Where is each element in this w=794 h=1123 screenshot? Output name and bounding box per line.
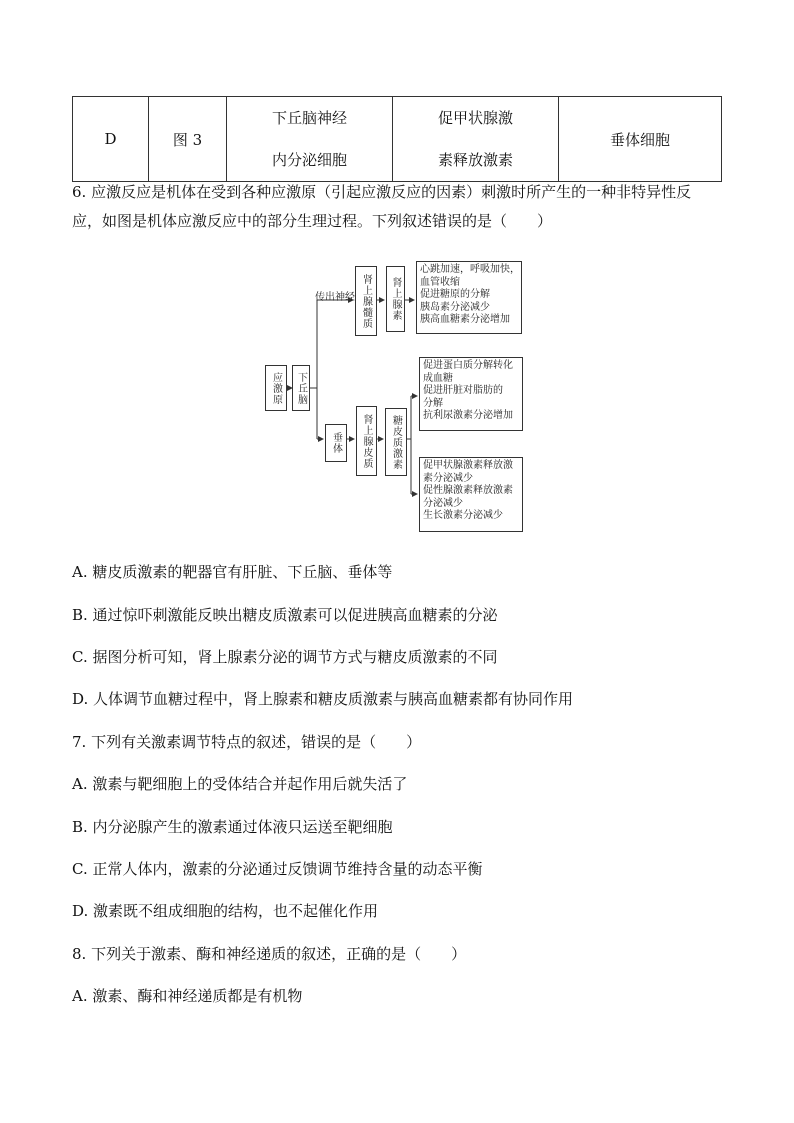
table-row: [73, 97, 722, 182]
effect-item: 促进肝脏对脂肪的: [423, 385, 503, 396]
q8-option-a: A. 激素、酶和神经递质都是有机物: [72, 987, 303, 1005]
q7-option-a: A. 激素与靶细胞上的受体结合并起作用后就失活了: [72, 775, 408, 793]
hypothalamus-box: 下丘脑: [292, 365, 310, 411]
cell-text: 促甲状腺激: [437, 109, 513, 127]
adrenal-medulla-box: 肾上腺髓质: [355, 266, 377, 336]
glucocorticoid-box: 糖皮质激素: [385, 408, 407, 476]
cell-text: 下丘脑神经: [271, 109, 347, 127]
adrenal-cortex-box: 肾上腺皮质: [356, 406, 377, 476]
cell-signal: [393, 97, 559, 182]
q7-option-b: B. 内分泌腺产生的激素通过体液只运送至靶细胞: [72, 818, 393, 836]
effect-item: 成血糖: [423, 372, 453, 384]
stress-response-diagram: [255, 258, 535, 534]
cell-target: 垂体细胞: [559, 97, 722, 182]
effect-item: 心跳加速，呼吸加快，: [420, 264, 520, 275]
cell-source: [227, 97, 393, 182]
adrenaline-box: 肾上腺素: [386, 266, 405, 332]
cell-text: 内分泌细胞: [271, 151, 347, 169]
effect-item: 抗利尿激素分泌增加: [423, 410, 513, 421]
effect-item: 促进糖原的分解: [420, 289, 490, 300]
q7-option-d: D. 激素既不组成细胞的结构，也不起催化作用: [72, 902, 379, 920]
figure-cell: 图 3: [149, 97, 227, 182]
effect-item: 血管收缩: [420, 276, 460, 288]
stressor-box: 应激原: [265, 365, 287, 411]
effect-item: 素分泌减少: [423, 472, 473, 484]
effect-item: 促甲状腺激素释放激: [423, 460, 513, 471]
effect-item: 生长激素分泌减少: [423, 510, 503, 521]
effects-mid-box: [419, 357, 523, 431]
option-cell: D: [73, 97, 149, 182]
question-8-stem: 8. 下列关于激素、酶和神经递质的叙述，正确的是（ ）: [72, 945, 467, 963]
nerve-label: 传出神经: [315, 292, 355, 303]
q6-option-c: C. 据图分析可知，肾上腺素分泌的调节方式与糖皮质激素的不同: [72, 648, 498, 666]
effect-item: 胰高血糖素分泌增加: [420, 314, 510, 325]
effects-bottom-box: [419, 457, 523, 532]
effect-item: 促性腺激素释放激素: [423, 485, 513, 496]
effects-top-box: [416, 261, 522, 334]
cell-text: 素释放激素: [437, 151, 513, 169]
q6-option-a: A. 糖皮质激素的靶器官有肝脏、下丘脑、垂体等: [72, 563, 393, 581]
pituitary-box: 垂体: [325, 424, 347, 462]
effect-item: 促进蛋白质分解转化: [423, 360, 513, 371]
question-text: 应，如图是机体应激反应中的部分生理过程。下列叙述错误的是（ ）: [72, 212, 553, 230]
question-7-stem: 7. 下列有关激素调节特点的叙述，错误的是（ ）: [72, 733, 422, 751]
effect-item: 分解: [423, 397, 443, 409]
question-text: 6. 应激反应是机体在受到各种应激原（引起应激反应的因素）刺激时所产生的一种非特异性反: [72, 183, 692, 201]
effect-item: 分泌减少: [423, 497, 463, 509]
q6-option-b: B. 通过惊吓刺激能反映出糖皮质激素可以促进胰高血糖素的分泌: [72, 606, 498, 624]
effect-item: 胰岛素分泌减少: [420, 301, 490, 313]
q7-option-c: C. 正常人体内，激素的分泌通过反馈调节维持含量的动态平衡: [72, 860, 483, 878]
question-6-stem: [72, 178, 724, 236]
q6-option-d: D. 人体调节血糖过程中，肾上腺素和糖皮质激素与胰高血糖素都有协同作用: [72, 690, 574, 708]
answer-table: [72, 96, 722, 182]
